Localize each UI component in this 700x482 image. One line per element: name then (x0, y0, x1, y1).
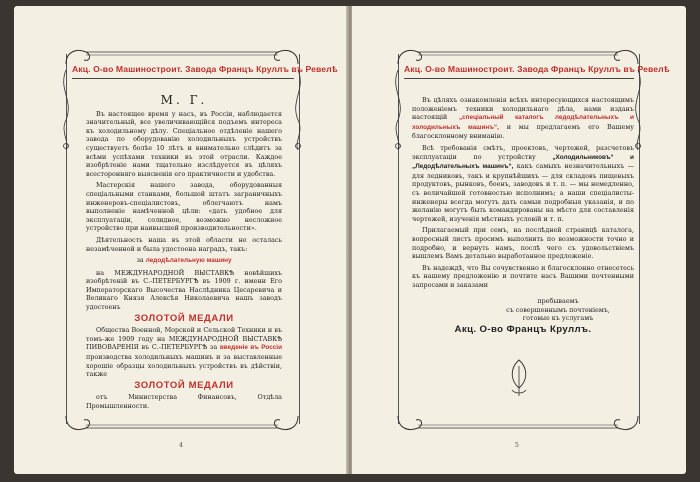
intro-text: и мы предлагаемъ его Вашему благосклонному вниманію. (412, 122, 634, 141)
paragraph: Прилагаемый при семъ, на послѣдней страницѣ каталога, вопросный листъ просимъ выполнить по возможности точно и подробно, и вернуть намъ, послѣ чего съ удовольствіемъ вышлемъ Вамъ детально выработанное предложеніе. (412, 226, 634, 261)
paragraph: Дѣятельность наша въ этой области не осталась незамѣченной и была удостоена наградъ, такъ: (86, 235, 282, 253)
fleuron-icon (504, 358, 534, 398)
paragraph (412, 144, 634, 223)
paragraph (412, 96, 634, 141)
closing-line: пребываемъ (537, 297, 579, 306)
gold-medal-heading: ЗОЛОТОЙ МЕДАЛИ (134, 379, 234, 391)
paragraph (86, 326, 282, 379)
greeting: М. Г. (160, 93, 208, 107)
left-page (14, 6, 348, 474)
right-page (352, 6, 686, 474)
side-flourish-icon (288, 70, 308, 150)
closing-line: съ совершеннымъ почтеніемъ, (506, 305, 610, 314)
catalog-title: „спеціальный каталогъ ледодѣлательныхъ и холодильныхъ машинъ“, (412, 114, 634, 131)
award2-text: Общества Военной, Морской и Сельской Техники и въ томъ-же 1909 году на МЕЖДУНАРОДНОЙ ВЫСТАВКѢ ПИВОВАРЕНІЯ въ С.-ПЕТЕРБУРГѢ за (86, 326, 282, 352)
page-header-right: Акц. О-во Машиностроит. Завода Францъ Круллъ въ Ревелѣ (404, 64, 670, 74)
paragraph: Въ надеждѣ, что Вы сочувственно и благосклонно отнесетесь къ нашему предложенію и почтите насъ Вашими почтенными запросами и заказами (412, 263, 634, 289)
bottom-ornament-icon (394, 414, 642, 438)
paragraph: на МЕЖДУНАРОДНОЙ ВЫСТАВКѢ новѣйшихъ изобрѣтеній въ С.-ПЕТЕРБУРГѢ въ 1909 г. имени Его Императорскаго Высочества Наслѣдника Цесаревича и Великаго Князя Алексѣя Николаевича нашъ заводъ удостоенъ (86, 268, 282, 312)
bottom-ornament-icon (62, 414, 302, 438)
header-rule (404, 78, 634, 79)
requests-text: какъ самыхъ незначительныхъ — для ледниковъ, такъ и крупнѣйшихъ — для складовъ пищевыхъ продуктовъ, рынковъ, боенъ, заводовъ и т. п. — мы немедленно, съ величайшей готовностью исполнимъ; а наши спеціалисты-инженеры всегда могутъ дать самыя подробныя указанія, и по желанію могутъ быть командированы на мѣсто для составленія чертежей, изученія мѣстныхъ условій и т. п. (412, 162, 634, 223)
award2-text: производства холодильныхъ машинъ и за выставленные хорошіе образцы холодильныхъ устройствъ въ дѣйствіи, также (86, 353, 282, 379)
top-ornament-icon (62, 42, 302, 66)
company-signature: Акц. О-во Францъ Круллъ. (454, 323, 592, 335)
product-names: „Холодильниковъ“ и „Ледодѣлательныхъ машинъ“, (412, 153, 634, 171)
award2-highlight: введеніе въ Россіи (219, 344, 283, 352)
award-item: ледодѣлательную машину (145, 257, 232, 265)
closing-block (482, 297, 634, 322)
right-body (412, 96, 634, 334)
award-prefix: за (136, 256, 144, 265)
gold-medal-heading: ЗОЛОТОЙ МЕДАЛИ (134, 312, 234, 324)
award-line (86, 256, 282, 266)
header-rule (72, 78, 294, 79)
paragraph: Въ настоящее время у насъ, въ Россіи, наблюдается значительный, все увеличивающійся подъемъ интереса къ холодильному дѣлу. Спеціальное отдѣленіе нашего завода по оборудованію холодильныхъ устройствъ существуетъ болѣе 10 лѣтъ и внимательно слѣдитъ за всѣми успѣхами техники въ этой отрасли. Каждое изобрѣтеніе нами тщательно изслѣдуется въ цѣляхъ всесторонняго выясненія его практичности и удобства. (86, 109, 282, 178)
page-number: 4 (179, 442, 183, 449)
intro-text: Въ цѣляхъ ознакомленія всѣхъ интересующихся настоящимъ положеніемъ техники холодильнаго дѣла, нами изданъ настоящій (412, 96, 634, 122)
paragraph: отъ Министерства Финансовъ, Отдѣла Промышленности. (86, 393, 282, 410)
page-number: 5 (515, 442, 519, 449)
paragraph: Мастерскія нашего завода, оборудованныя спеціальными станками, большой штатъ заграничныхъ инженеровъ-спеціалистовъ, облегчаютъ намъ выполненіе намѣченной цѣли: «дать удобное для эксплуатаціи, солидное, возможно несложное устройство при наивысшей производительности». (86, 181, 282, 233)
left-body (86, 93, 283, 414)
side-flourish-icon (388, 70, 408, 150)
closing-line: готовые къ услугамъ (522, 314, 594, 323)
page-header-left: Акц. О-во Машиностроит. Завода Францъ Круллъ въ Ревелѣ (72, 64, 338, 74)
side-flourish-icon (56, 70, 76, 150)
top-ornament-icon (394, 42, 642, 66)
requests-text: Всѣ требованія смѣтъ, проектовъ, чертежей, разсчетовъ эксплуатаціи по устройству (412, 143, 634, 161)
